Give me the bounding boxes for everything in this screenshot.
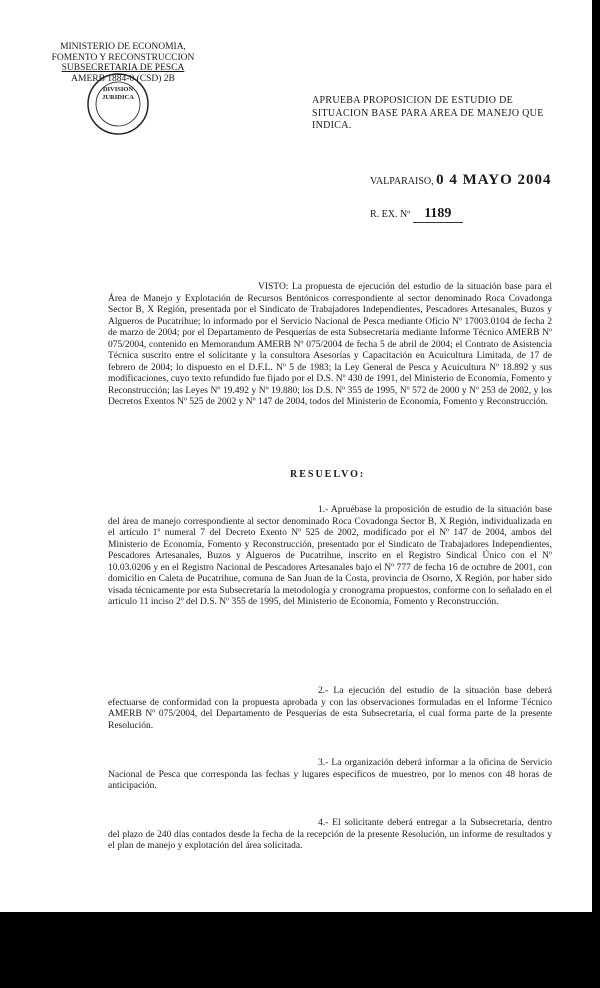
ministry-line: FOMENTO Y RECONSTRUCCION	[51, 52, 195, 63]
item-3-paragraph: 3.- La organización deberá informar a la oficina de Servicio Nacional de Pesca que corresponda las fechas y lugares específicos de muestreo, por lo menos con 48 horas de anticipación.	[108, 758, 552, 791]
ministry-line: AMERB 1884-0 (CSD) 2B	[71, 73, 175, 84]
resuelvo-heading: RESUELVO:	[290, 469, 366, 480]
stamp-line: JURIDICA	[102, 94, 134, 101]
scan-border-right	[592, 0, 600, 988]
item-2-paragraph: 2.- La ejecución del estudio de la situación base deberá efectuarse de conformidad con la propuesta aprobada y con las observaciones formuladas en el Informe Técnico AMERB Nº 075/2004, del Departamento de Pesquerías de esta Subsecretaría, el cual forma parte de la presente Resolución.	[108, 686, 552, 731]
resolution-number: 1189	[413, 206, 463, 223]
ministry-line: SUBSECRETARIA DE PESCA	[61, 63, 185, 73]
date-line	[370, 172, 570, 189]
stamp-line: DIVISION	[102, 86, 134, 93]
handwritten-date: 0 4 MAYO 2004	[436, 172, 552, 188]
stamp-text	[94, 86, 142, 102]
resolution-prefix: R. EX. Nº	[370, 209, 411, 220]
division-juridica-stamp	[86, 72, 150, 136]
resolution-number-line	[370, 206, 530, 223]
item-4-paragraph: 4.- El solicitante deberá entregar a la Subsecretaría, dentro del plazo de 240 días contados desde la fecha de la recepción de la presente Resolución, un informe de resultados y el plan de manejo y explotación del área solicitada.	[108, 818, 552, 851]
item-1-paragraph: 1.- Apruébase la proposición de estudio de la situación base del área de manejo correspondiente al sector denominado Roca Covadonga Sector B, X Región, individualizada en el artículo 1º numeral 7 del Decreto Exento Nº 525 de 2002, modificado por el Nº 147 de 2004, ambos del Ministerio de Economía, Fomento y Reconstrucción, presentado por el Sindicato de Trabajadores Independientes, Pescadores Artesanales, Buzos y Algueros de Pucatrihue, inscrito en el Registro Sindical Único con el Nº 10.03.0206 y en el Registro Nacional de Pescadores Artesanales bajo el Nº 777 de fecha 16 de octubre de 2001, con domicilio en Caleta de Pucatrihue, comuna de San Juan de la Costa, provincia de Osorno, X Región, por haber sido visada técnicamente por esta Subsecretaría la metodología y cronograma propuestos, conforme con lo señalado en el artículo 11 inciso 2º del D.S. Nº 355 de 1995, del Ministerio de Economía, Fomento y Reconstrucción.	[108, 505, 552, 607]
visto-paragraph: VISTO: La propuesta de ejecución del estudio de la situación base para el Área de Manejo y Explotación de Recursos Bentónicos correspondiente al sector denominado Roca Covadonga Sector B, X Región, presentada por el Sindicato de Trabajadores Independientes, Pescadores Artesanales, Buzos y Algueros de Pucatrihue; lo informado por el Servicio Nacional de Pesca mediante Oficio Nº 17003.0104 de fecha 2 de marzo de 2004; por el Departamento de Pesquerías de esta Subsecretaría mediante Informe Técnico AMERB Nº 075/2004, contenido en Memorandum AMERB Nº 075/2004 de fecha 5 de abril de 2004; el Contrato de Asistencia Técnica suscrito entre el solicitante y la consultora Asesorías y Capacitación en Acuicultura Limitada, de 17 de febrero de 2004; lo dispuesto en el D.F.L. Nº 5 de 1983; la Ley General de Pesca y Acuicultura Nº 18.892 y sus modificaciones, cuyo texto refundido fue fijado por el D.S. Nº 430 de 1991, del Ministerio de Economía, Fomento y Reconstrucción; las Leyes Nº 19.492 y Nº 19.880; los D.S. Nº 355 de 1995, Nº 572 de 2000 y Nº 253 de 2002, y los Decretos Exentos Nº 525 de 2002 y Nº 147 de 2004, todos del Ministerio de Economía, Fomento y Reconstrucción.	[108, 282, 552, 407]
document-subject: APRUEBA PROPOSICION DE ESTUDIO DE SITUACION BASE PARA AREA DE MANEJO QUE INDICA.	[312, 95, 544, 131]
date-place: VALPARAISO,	[370, 176, 434, 187]
ministry-line: MINISTERIO DE ECONOMIA,	[60, 42, 186, 52]
scan-border-bottom	[0, 912, 600, 988]
